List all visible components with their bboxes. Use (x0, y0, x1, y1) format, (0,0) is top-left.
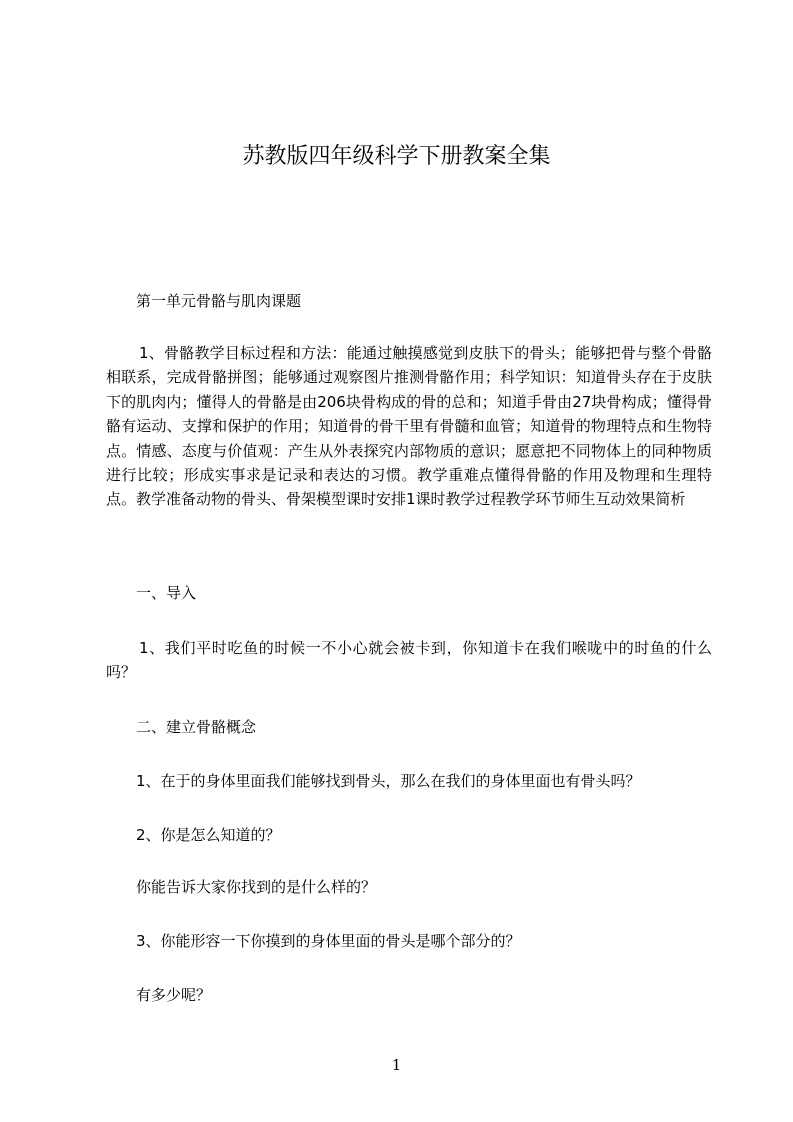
question-2-followup: 你能告诉大家你找到的是什么样的？ (136, 878, 377, 896)
document-title: 苏教版四年级科学下册教案全集 (242, 144, 551, 169)
question-3-followup: 有多少呢？ (136, 986, 212, 1004)
question-1: 1、在于的身体里面我们能够找到骨头，那么在我们的身体里面也有骨头吗？ (136, 772, 641, 790)
section-heading-skeleton-concept: 二、建立骨骼概念 (136, 718, 257, 736)
section-heading-intro: 一、导入 (136, 584, 197, 602)
question-3: 3、你能形容一下你摸到的身体里面的骨头是哪个部分的？ (136, 932, 521, 950)
page-number: 1 (391, 1056, 402, 1074)
section-intro-paragraph: 1、我们平时吃鱼的时候一不小心就会被卡到，你知道卡在我们喉咙中的时鱼的什么吗？ (106, 639, 712, 682)
intro-paragraph: 1、骨骼教学目标过程和方法：能通过触摸感觉到皮肤下的骨头；能够把骨与整个骨骼相联系，完成骨骼拼图；能够通过观察图片推测骨骼作用；科学知识：知道骨头存在于皮肤下的肌肉内；懂得人的骨骼是由206块骨构成的骨的总和；知道手骨由27块骨构成；懂得骨骼有运动、支撑和保护的作用；知道骨的骨干里有骨髓和血管；知道骨的物理特点和生物特点。情感、态度与价值观：产生从外表探究内部物质的意识；愿意把不同物体上的同种物质进行比较；形成实事求是记录和表达的习惯。教学重难点懂得骨骼的作用及物理和生理特点。教学准备动物的骨头、骨架模型课时安排1课时教学过程教学环节师生互动效果简析 (106, 344, 712, 509)
unit-heading: 第一单元骨骼与肌肉课题 (136, 292, 302, 310)
question-2: 2、你是怎么知道的？ (136, 826, 281, 844)
